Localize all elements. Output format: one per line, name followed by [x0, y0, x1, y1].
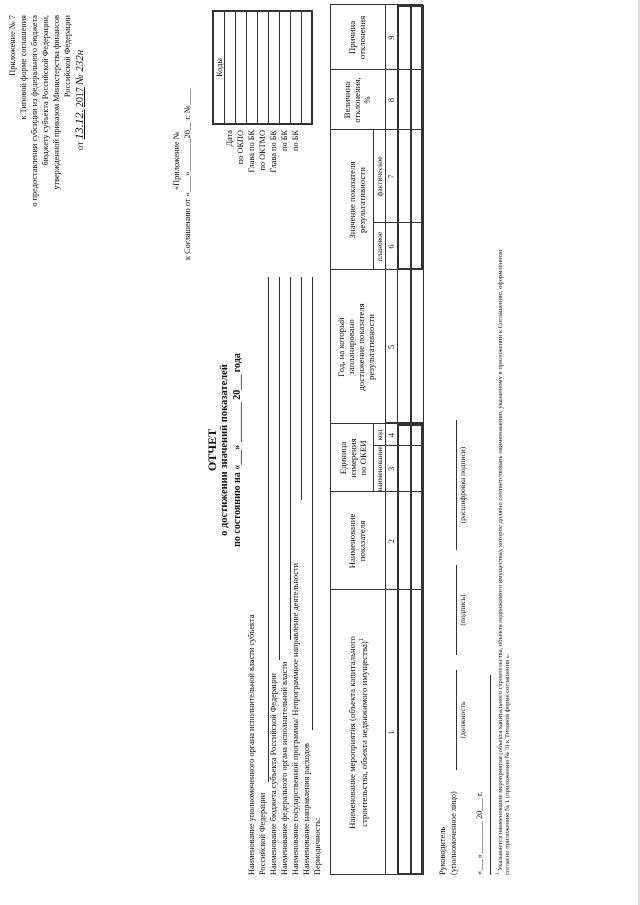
- col-indicator-header: [347, 492, 367, 590]
- col-num-9: 9: [387, 35, 396, 40]
- code-label-head-bk-2: Глава по БК: [269, 130, 278, 173]
- order-date-handwritten: 13.12.: [72, 109, 86, 140]
- order-number: № 232н: [74, 49, 86, 85]
- appendix-line2: к Типовой форме соглашения: [19, 15, 28, 120]
- col-num-2: 2: [387, 538, 396, 544]
- annex-ref-line2: к Соглашению от «____»________20__ г. №____: [183, 88, 192, 260]
- code-label-head-bk-1: Глава по БК: [247, 130, 256, 173]
- appendix-line4: бюджету субъекта Российской Федерации,: [41, 15, 50, 166]
- field-expense-direction: Наименование направления расходов: [302, 743, 311, 875]
- sig-position-line: [456, 670, 457, 770]
- order-from: от: [75, 141, 85, 150]
- col-event-line1: Наименование мероприятия (объекта капитального: [347, 636, 357, 829]
- col-value-planned: плановое: [375, 231, 384, 262]
- col-year-line1: Год, на который: [336, 317, 346, 377]
- codes-box: [212, 10, 313, 125]
- col-year-line4: результативности: [366, 314, 376, 380]
- col-num-5: 5: [387, 344, 396, 350]
- sig-head: Руководитель: [438, 826, 447, 875]
- code-label-okpo: по ОКПО: [236, 130, 245, 165]
- codes-row-line: [268, 10, 269, 125]
- table-header-row-line: [385, 5, 386, 875]
- sig-decode: (расшифровка подписи): [458, 446, 467, 524]
- col-year-line2: запланировано: [346, 319, 356, 375]
- col-okei-code: код: [375, 429, 384, 441]
- col-num-4: 4: [387, 432, 396, 438]
- col-year-line3: достижение показателя: [356, 303, 366, 391]
- appendix-order-line: [74, 50, 86, 150]
- col-reason-header: [347, 5, 367, 70]
- appendix-line3: о предоставлении субсидии из федерального бюджета: [30, 15, 39, 207]
- code-label-date: Дата: [225, 130, 234, 147]
- sig-date: «___»________ 20___ г.: [475, 791, 484, 875]
- col-event-header: [347, 590, 369, 875]
- col-okei-line3: по ОКЕИ: [358, 440, 368, 476]
- col-indicator-line2: показателя: [357, 520, 367, 562]
- field-authority: Наименование уполномоченного органа исполнительной власти субъекта: [247, 614, 256, 875]
- codes-row-line: [301, 10, 302, 125]
- footnote-line2: согласно приложению № 1 (приложению № 3) к Типовой форме соглашения ».: [504, 653, 511, 875]
- col-num-7: 7: [387, 174, 396, 179]
- col-indicator-line1: Наименование: [347, 513, 357, 569]
- code-label-bk-2: по БК: [291, 130, 300, 151]
- col-deviation-header: [342, 70, 372, 130]
- table-bottom-border: [423, 5, 424, 875]
- code-label-oktmo: по ОКТМО: [258, 130, 267, 171]
- col-num-6: 6: [387, 244, 396, 249]
- footnote-separator: [490, 675, 491, 875]
- codes-row-line: [224, 10, 225, 125]
- col-value-line2: результативности: [357, 167, 367, 233]
- col-value-header: [347, 130, 367, 270]
- data-rows-box: [397, 424, 423, 875]
- value-subheader-line: [373, 130, 374, 270]
- col-value-line1: Значение показателя: [347, 161, 357, 239]
- col-reason-line2: отклонения: [357, 15, 367, 60]
- codes-row-line: [235, 10, 236, 125]
- col-okei-header: [338, 424, 368, 492]
- report-date-line: по состоянию на «___» ________ 20___ года: [232, 353, 243, 547]
- appendix-line6: Российской Федерации: [63, 15, 72, 98]
- code-label-bk-1: по БК: [280, 130, 289, 151]
- field-expense-direction-line: [312, 277, 313, 730]
- col-deviation-line2: отклонения,: [352, 77, 362, 123]
- field-budget-line: [279, 277, 280, 660]
- col-event-footnote-mark: 1: [359, 638, 365, 642]
- col-event-line2: [357, 590, 369, 875]
- sig-head-sub: (уполномоченное лицо): [449, 791, 458, 875]
- footnote-text-1: Указывается наименование мероприятия (объекта капитального строительства, объекта недвижимого имущества), которое должно соответствовать наименованию, указанному в приложении к Соглашению, оформленном: [497, 250, 505, 871]
- codes-row-line: [279, 10, 280, 125]
- field-budget: Наименование бюджета субъекта Российской Федерации: [269, 673, 278, 875]
- appendix-line1: Приложение № 7: [8, 15, 17, 76]
- col-okei-name: наименование: [375, 446, 384, 492]
- report-subtitle: о достижении значений показателей: [219, 364, 230, 536]
- col-event-line2-text: строительства, объекта недвижимого имущества): [358, 641, 369, 827]
- col-value-actual: фактическое: [375, 156, 384, 197]
- col-num-3: 3: [387, 466, 396, 472]
- report-title: ОТЧЕТ: [205, 428, 219, 472]
- col-num-1: 1: [387, 730, 396, 735]
- col-reason-line1: Причина: [347, 20, 357, 55]
- codes-row-line: [246, 10, 247, 125]
- sig-sign: (подпись): [458, 594, 467, 626]
- table-top-border: [330, 5, 331, 875]
- codes-header: Коды: [215, 58, 224, 77]
- appendix-line5: утвержденной приказом Министерства финансов: [52, 15, 61, 190]
- codes-row-line: [257, 10, 258, 125]
- okei-subheader-line: [373, 424, 374, 492]
- col-num-8: 8: [387, 97, 396, 103]
- sig-position: (должность: [458, 701, 467, 739]
- sig-decode-line: [456, 420, 457, 550]
- annex-ref-line1: «Приложение №: [172, 131, 181, 190]
- order-year: 2017: [75, 87, 86, 108]
- field-authority-cont: Российской Федерации: [258, 792, 267, 875]
- col-deviation-line3: %: [362, 96, 372, 104]
- footnote-mark: 1: [496, 872, 501, 875]
- sig-sign-line: [456, 565, 457, 655]
- col-deviation-line1: Величина: [342, 81, 352, 119]
- field-program-line: [301, 277, 302, 500]
- field-federal-body: Наименование федерального органа исполнительной власти: [280, 661, 289, 875]
- col-year-header: [336, 270, 376, 424]
- field-periodicity: Периодичность:: [313, 817, 322, 875]
- field-program: Наименование государственной программы/ Непрограммное направление деятельности: [291, 562, 300, 875]
- codes-row-line: [290, 10, 291, 125]
- col-okei-line1: Единица: [338, 441, 348, 475]
- data-rows-box-right: [397, 5, 423, 270]
- col-okei-line2: измерения: [348, 438, 358, 478]
